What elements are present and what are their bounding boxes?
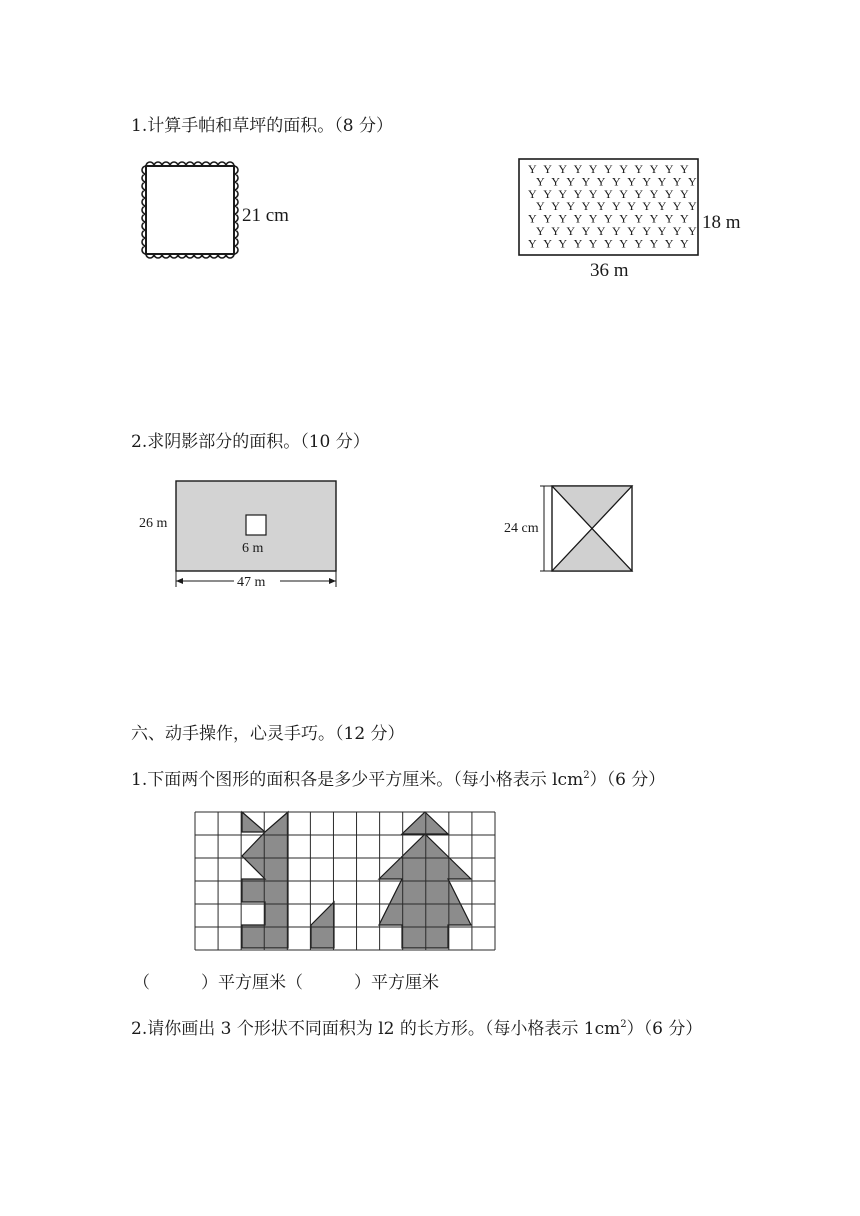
grass-mark: Y (634, 162, 644, 176)
grid-figure (194, 811, 496, 955)
grass-mark: Y (551, 224, 560, 238)
handkerchief-square (146, 166, 234, 254)
grass-mark: Y (672, 199, 682, 214)
grass-mark: Y (642, 199, 652, 214)
handkerchief-figure (138, 158, 308, 262)
grass-mark: Y (664, 211, 674, 226)
rect-width-label: 47 m (237, 575, 266, 590)
lawn-height-label: 18 m (702, 212, 741, 233)
grass-mark: Y (657, 199, 667, 214)
grass-mark: Y (566, 224, 576, 238)
rect-height-label: 26 m (139, 516, 168, 531)
grass-mark: Y (528, 162, 537, 176)
grass-mark: Y (619, 236, 628, 251)
q1-title: 1.计算手帕和草坪的面积。（8 分） (131, 116, 393, 136)
section6-title: 六、动手操作，心灵手巧。（12 分） (131, 724, 405, 744)
grass-mark: Y (672, 224, 682, 238)
hourglass-square-figure (502, 482, 642, 578)
grass-mark: Y (596, 224, 606, 238)
grass-mark: Y (588, 162, 598, 176)
grass-mark: Y (588, 211, 598, 226)
width-arrow-right (329, 578, 336, 584)
grass-mark: Y (619, 186, 628, 201)
q2-title: 2.求阴影部分的面积。（10 分） (131, 432, 370, 452)
grass-mark: Y (543, 236, 552, 251)
grass-mark: Y (619, 162, 628, 176)
shaded-rectangle-figure (136, 478, 342, 590)
grass-mark: Y (634, 186, 644, 201)
s6-q1-answer-line: （ ）平方厘米（ ）平方厘米 (133, 973, 439, 993)
grass-mark: Y (680, 211, 689, 226)
grass-mark: Y (566, 174, 576, 189)
grass-mark: Y (649, 186, 659, 201)
grass-mark: Y (528, 211, 537, 226)
inner-square-label: 6 m (242, 541, 264, 556)
s6-q1-title (131, 771, 665, 789)
s6-q1-title-sup: 2 (583, 770, 590, 781)
grass-mark: Y (688, 199, 697, 214)
grass-mark: Y (536, 224, 545, 238)
grass-mark: Y (573, 162, 583, 176)
inner-white-square (246, 515, 266, 535)
grass-mark: Y (581, 174, 591, 189)
grass-mark: Y (588, 236, 598, 251)
grass-mark: Y (604, 186, 613, 201)
grass-mark: Y (573, 236, 583, 251)
grass-mark: Y (688, 174, 697, 189)
grass-mark: Y (664, 236, 674, 251)
grass-mark: Y (558, 236, 568, 251)
s6-q1-title-tail: ）（6 分） (589, 770, 666, 790)
grass-mark: Y (627, 199, 636, 214)
square-side-label: 24 cm (504, 521, 539, 536)
grass-mark: Y (612, 199, 621, 214)
s6-q2-title-sup: 2 (620, 1019, 627, 1030)
grass-mark: Y (612, 224, 621, 238)
grass-mark: Y (627, 174, 636, 189)
lawn-figure (516, 156, 756, 282)
grass-mark: Y (596, 199, 606, 214)
grass-mark: Y (664, 162, 674, 176)
grass-mark: Y (543, 211, 552, 226)
s6-q2-title-text: 2.请你画出 3 个形状不同面积为 l2 的长方形。（每小格表示 1cm (131, 1019, 621, 1039)
grass-mark: Y (627, 224, 636, 238)
grass-mark: Y (596, 174, 606, 189)
grass-mark: Y (672, 174, 682, 189)
lawn-width-label: 36 m (590, 260, 629, 281)
tail-shape (311, 902, 334, 948)
grass-mark: Y (581, 224, 591, 238)
grass-mark: Y (558, 211, 568, 226)
width-arrow-left (176, 578, 183, 584)
grass-mark: Y (619, 211, 628, 226)
grass-mark: Y (573, 211, 583, 226)
grass-mark: Y (657, 224, 667, 238)
grass-mark: Y (649, 211, 659, 226)
grass-mark: Y (604, 236, 613, 251)
grass-mark: Y (680, 186, 689, 201)
tree-shape (379, 812, 471, 948)
s6-q1-title-text: 1.下面两个图形的面积各是多少平方厘米。（每小格表示 lcm (131, 770, 584, 790)
grass-mark: Y (604, 211, 613, 226)
grass-mark: Y (588, 186, 598, 201)
grass-mark: Y (551, 199, 560, 214)
grass-mark: Y (642, 174, 652, 189)
grass-mark: Y (657, 174, 667, 189)
grass-mark: Y (536, 199, 545, 214)
grass-mark: Y (551, 174, 560, 189)
grass-mark: Y (528, 236, 537, 251)
grass-mark: Y (634, 236, 644, 251)
grass-mark: Y (649, 236, 659, 251)
grass-mark: Y (536, 174, 545, 189)
grass-mark: Y (566, 199, 576, 214)
grass-mark: Y (543, 162, 552, 176)
grass-mark: Y (680, 162, 689, 176)
unit-grid (195, 812, 495, 950)
grass-mark: Y (649, 162, 659, 176)
grass-mark: Y (642, 224, 652, 238)
grass-mark: Y (688, 224, 697, 238)
s6-q2-title (131, 1020, 702, 1038)
grass-mark: Y (528, 186, 537, 201)
handkerchief-side-label: 21 cm (242, 205, 289, 226)
grass-mark: Y (680, 236, 689, 251)
grass-mark: Y (604, 162, 613, 176)
grass-mark: Y (581, 199, 591, 214)
cat-shape (242, 812, 288, 948)
grass-mark: Y (612, 174, 621, 189)
grass-mark: Y (558, 162, 568, 176)
grass-mark: Y (543, 186, 552, 201)
grass-mark: Y (573, 186, 583, 201)
grass-mark: Y (558, 186, 568, 201)
grass-mark: Y (664, 186, 674, 201)
grass-mark: Y (634, 211, 644, 226)
s6-q2-title-tail: ）（6 分） (626, 1019, 703, 1039)
